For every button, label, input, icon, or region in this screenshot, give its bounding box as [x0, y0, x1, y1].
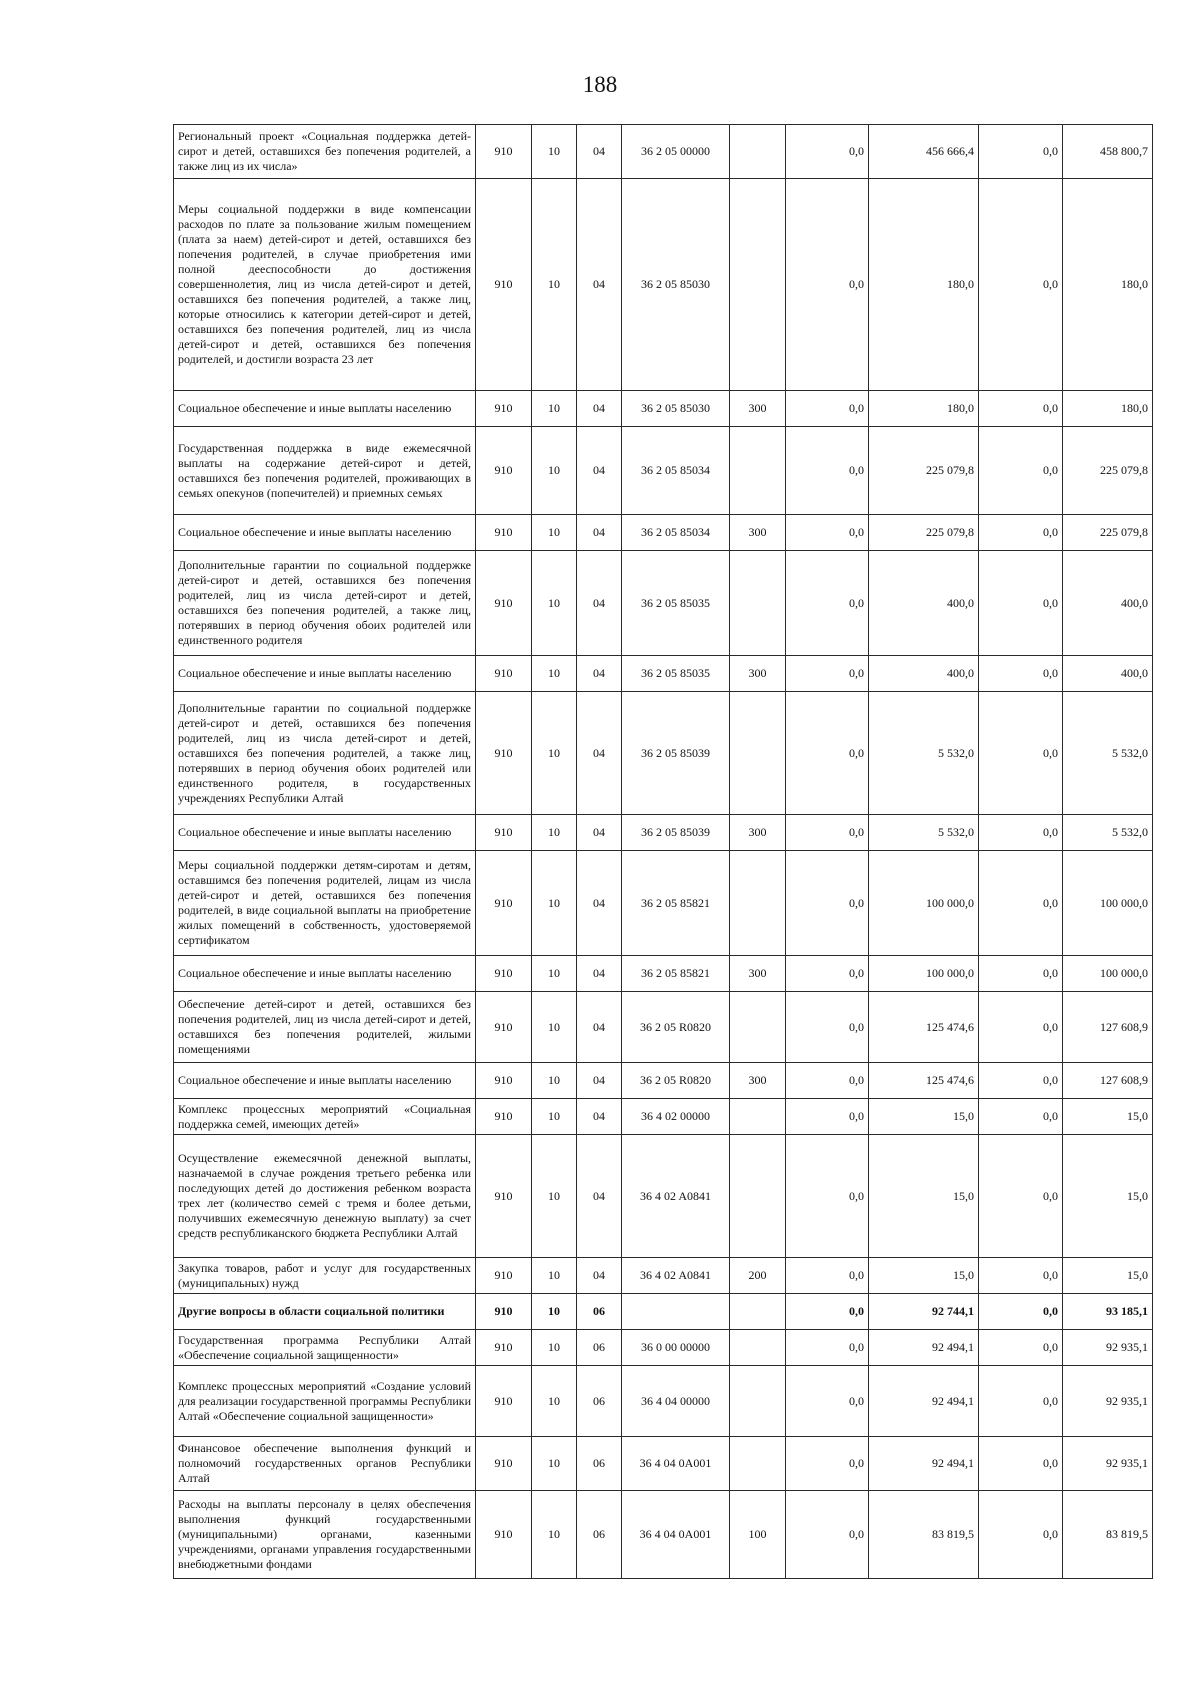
row-section-code: 10 — [532, 125, 577, 179]
table-row — [174, 1437, 1153, 1491]
row-amount-2: 92 744,1 — [869, 1294, 979, 1330]
row-amount-1: 0,0 — [786, 427, 869, 515]
row-amount-2: 5 532,0 — [869, 692, 979, 815]
row-description: Комплекс процессных мероприятий «Создание условий для реализации государственной программы Республики Алтай «Обеспечение социальной защищенности» — [174, 1366, 476, 1437]
row-description: Государственная программа Республики Алтай «Обеспечение социальной защищенности» — [174, 1330, 476, 1366]
row-amount-2: 225 079,8 — [869, 427, 979, 515]
row-subsection-code: 04 — [577, 1063, 622, 1099]
row-amount-2: 180,0 — [869, 179, 979, 391]
row-grbs-code: 910 — [476, 125, 532, 179]
row-amount-4: 15,0 — [1063, 1099, 1153, 1135]
row-description: Социальное обеспечение и иные выплаты населению — [174, 956, 476, 992]
row-amount-2: 180,0 — [869, 391, 979, 427]
row-target-article-code: 36 0 00 00000 — [622, 1330, 730, 1366]
row-amount-2: 400,0 — [869, 551, 979, 656]
table-row — [174, 1366, 1153, 1437]
row-amount-2: 400,0 — [869, 656, 979, 692]
row-subsection-code: 04 — [577, 1135, 622, 1258]
row-description: Обеспечение детей-сирот и детей, оставшихся без попечения родителей, лиц из числа детей-сирот и детей, оставшихся без попечения родителей, жилыми помещениями — [174, 992, 476, 1063]
row-target-article-code: 36 2 05 R0820 — [622, 992, 730, 1063]
row-amount-4: 93 185,1 — [1063, 1294, 1153, 1330]
row-amount-2: 100 000,0 — [869, 956, 979, 992]
row-grbs-code: 910 — [476, 1063, 532, 1099]
row-amount-4: 15,0 — [1063, 1135, 1153, 1258]
row-grbs-code: 910 — [476, 1330, 532, 1366]
table-row — [174, 1258, 1153, 1294]
row-amount-1: 0,0 — [786, 515, 869, 551]
row-amount-4: 15,0 — [1063, 1258, 1153, 1294]
row-amount-1: 0,0 — [786, 1491, 869, 1579]
row-grbs-code: 910 — [476, 956, 532, 992]
table-row — [174, 851, 1153, 956]
row-section-code: 10 — [532, 427, 577, 515]
row-amount-3: 0,0 — [979, 956, 1063, 992]
row-expense-type-code — [730, 1135, 786, 1258]
row-amount-3: 0,0 — [979, 125, 1063, 179]
table-row — [174, 656, 1153, 692]
row-expense-type-code — [730, 1366, 786, 1437]
row-amount-3: 0,0 — [979, 1294, 1063, 1330]
row-amount-3: 0,0 — [979, 1437, 1063, 1491]
row-subsection-code: 04 — [577, 992, 622, 1063]
row-amount-1: 0,0 — [786, 815, 869, 851]
row-description: Социальное обеспечение и иные выплаты населению — [174, 515, 476, 551]
row-section-code: 10 — [532, 1366, 577, 1437]
row-amount-1: 0,0 — [786, 1258, 869, 1294]
row-target-article-code: 36 4 02 A0841 — [622, 1258, 730, 1294]
row-target-article-code: 36 2 05 85039 — [622, 692, 730, 815]
row-amount-2: 15,0 — [869, 1099, 979, 1135]
row-amount-2: 15,0 — [869, 1258, 979, 1294]
row-amount-4: 100 000,0 — [1063, 956, 1153, 992]
table-row — [174, 1063, 1153, 1099]
row-amount-3: 0,0 — [979, 1135, 1063, 1258]
row-subsection-code: 04 — [577, 391, 622, 427]
row-amount-1: 0,0 — [786, 1135, 869, 1258]
row-subsection-code: 04 — [577, 551, 622, 656]
row-amount-3: 0,0 — [979, 692, 1063, 815]
row-grbs-code: 910 — [476, 1258, 532, 1294]
row-expense-type-code — [730, 1437, 786, 1491]
table-row — [174, 515, 1153, 551]
row-section-code: 10 — [532, 391, 577, 427]
row-description: Социальное обеспечение и иные выплаты населению — [174, 815, 476, 851]
table-row — [174, 956, 1153, 992]
row-subsection-code: 04 — [577, 179, 622, 391]
row-target-article-code: 36 2 05 85821 — [622, 851, 730, 956]
table-row — [174, 1294, 1153, 1330]
row-amount-4: 458 800,7 — [1063, 125, 1153, 179]
row-amount-3: 0,0 — [979, 179, 1063, 391]
row-subsection-code: 06 — [577, 1491, 622, 1579]
row-amount-2: 100 000,0 — [869, 851, 979, 956]
row-expense-type-code: 300 — [730, 515, 786, 551]
row-expense-type-code — [730, 179, 786, 391]
row-section-code: 10 — [532, 815, 577, 851]
row-expense-type-code — [730, 992, 786, 1063]
row-grbs-code: 910 — [476, 1099, 532, 1135]
budget-table — [173, 124, 1153, 1579]
row-grbs-code: 910 — [476, 1491, 532, 1579]
row-target-article-code: 36 2 05 85035 — [622, 551, 730, 656]
row-amount-4: 225 079,8 — [1063, 515, 1153, 551]
row-section-code: 10 — [532, 1330, 577, 1366]
row-subsection-code: 04 — [577, 125, 622, 179]
row-target-article-code: 36 2 05 85035 — [622, 656, 730, 692]
row-section-code: 10 — [532, 551, 577, 656]
row-amount-3: 0,0 — [979, 815, 1063, 851]
row-section-code: 10 — [532, 992, 577, 1063]
row-amount-1: 0,0 — [786, 1330, 869, 1366]
row-amount-3: 0,0 — [979, 1099, 1063, 1135]
table-row — [174, 1099, 1153, 1135]
row-amount-1: 0,0 — [786, 391, 869, 427]
row-amount-4: 225 079,8 — [1063, 427, 1153, 515]
row-description: Социальное обеспечение и иные выплаты населению — [174, 1063, 476, 1099]
table-row — [174, 125, 1153, 179]
table-row — [174, 1491, 1153, 1579]
row-amount-1: 0,0 — [786, 1294, 869, 1330]
page-number: 188 — [582, 72, 618, 97]
row-grbs-code: 910 — [476, 851, 532, 956]
row-subsection-code: 04 — [577, 815, 622, 851]
row-grbs-code: 910 — [476, 692, 532, 815]
row-description: Региональный проект «Социальная поддержка детей-сирот и детей, оставшихся без попечения родителей, а также лиц из их числа» — [174, 125, 476, 179]
budget-table-body — [174, 125, 1153, 1579]
row-amount-2: 15,0 — [869, 1135, 979, 1258]
row-amount-2: 225 079,8 — [869, 515, 979, 551]
row-amount-3: 0,0 — [979, 992, 1063, 1063]
row-target-article-code: 36 2 05 00000 — [622, 125, 730, 179]
row-section-code: 10 — [532, 656, 577, 692]
row-target-article-code — [622, 1294, 730, 1330]
row-target-article-code: 36 4 02 A0841 — [622, 1135, 730, 1258]
row-expense-type-code — [730, 1294, 786, 1330]
row-amount-1: 0,0 — [786, 179, 869, 391]
row-amount-2: 92 494,1 — [869, 1366, 979, 1437]
row-amount-2: 125 474,6 — [869, 1063, 979, 1099]
row-section-code: 10 — [532, 1437, 577, 1491]
row-amount-1: 0,0 — [786, 125, 869, 179]
row-expense-type-code: 300 — [730, 956, 786, 992]
row-grbs-code: 910 — [476, 992, 532, 1063]
row-grbs-code: 910 — [476, 391, 532, 427]
table-row — [174, 551, 1153, 656]
row-target-article-code: 36 2 05 85030 — [622, 179, 730, 391]
row-amount-3: 0,0 — [979, 851, 1063, 956]
row-section-code: 10 — [532, 1294, 577, 1330]
row-subsection-code: 04 — [577, 1258, 622, 1294]
row-amount-3: 0,0 — [979, 1258, 1063, 1294]
row-amount-1: 0,0 — [786, 1437, 869, 1491]
row-description: Закупка товаров, работ и услуг для государственных (муниципальных) нужд — [174, 1258, 476, 1294]
row-grbs-code: 910 — [476, 179, 532, 391]
table-row — [174, 992, 1153, 1063]
row-grbs-code: 910 — [476, 515, 532, 551]
row-amount-1: 0,0 — [786, 551, 869, 656]
row-amount-4: 92 935,1 — [1063, 1366, 1153, 1437]
row-subsection-code: 04 — [577, 1099, 622, 1135]
row-amount-3: 0,0 — [979, 656, 1063, 692]
row-amount-1: 0,0 — [786, 692, 869, 815]
row-amount-2: 5 532,0 — [869, 815, 979, 851]
row-amount-4: 92 935,1 — [1063, 1330, 1153, 1366]
row-description: Дополнительные гарантии по социальной поддержке детей-сирот и детей, оставшихся без попечения родителей, лиц из числа детей-сирот и детей, оставшихся без попечения родителей, а также лиц, потерявших в период обучения обоих родителей или единственного родителя — [174, 551, 476, 656]
row-target-article-code: 36 2 05 85034 — [622, 515, 730, 551]
row-expense-type-code — [730, 692, 786, 815]
row-amount-3: 0,0 — [979, 1063, 1063, 1099]
row-subsection-code: 04 — [577, 427, 622, 515]
table-row — [174, 692, 1153, 815]
row-amount-4: 180,0 — [1063, 179, 1153, 391]
row-description: Социальное обеспечение и иные выплаты населению — [174, 656, 476, 692]
row-description: Меры социальной поддержки в виде компенсации расходов по плате за пользование жилым помещением (плата за наем) детей-сирот и детей, оставшихся без попечения родителей, в случае приобретения ими полной дееспособности до достижения совершеннолетия, лиц из числа детей-сирот и детей, оставшихся без попечения родителей, а также лиц, которые относились к категории детей-сирот и детей, оставшихся без попечения родителей, лиц из числа детей-сирот и детей, оставшихся без попечения родителей, и достигли возраста 23 лет — [174, 179, 476, 391]
row-description: Комплекс процессных мероприятий «Социальная поддержка семей, имеющих детей» — [174, 1099, 476, 1135]
row-section-code: 10 — [532, 1063, 577, 1099]
row-expense-type-code: 100 — [730, 1491, 786, 1579]
row-grbs-code: 910 — [476, 551, 532, 656]
row-section-code: 10 — [532, 692, 577, 815]
row-description: Дополнительные гарантии по социальной поддержке детей-сирот и детей, оставшихся без попечения родителей, лиц из числа детей-сирот и детей, оставшихся без попечения родителей, а также лиц, потерявших в период обучения обоих родителей или единственного родителя, в государственных учреждениях Республики Алтай — [174, 692, 476, 815]
row-expense-type-code — [730, 1099, 786, 1135]
row-target-article-code: 36 2 05 85034 — [622, 427, 730, 515]
row-amount-4: 100 000,0 — [1063, 851, 1153, 956]
row-expense-type-code: 300 — [730, 391, 786, 427]
row-grbs-code: 910 — [476, 1294, 532, 1330]
row-amount-1: 0,0 — [786, 1063, 869, 1099]
row-amount-1: 0,0 — [786, 1366, 869, 1437]
row-grbs-code: 910 — [476, 656, 532, 692]
row-subsection-code: 06 — [577, 1437, 622, 1491]
row-section-code: 10 — [532, 179, 577, 391]
row-grbs-code: 910 — [476, 427, 532, 515]
row-expense-type-code: 300 — [730, 815, 786, 851]
row-section-code: 10 — [532, 515, 577, 551]
row-amount-4: 92 935,1 — [1063, 1437, 1153, 1491]
row-section-code: 10 — [532, 1491, 577, 1579]
row-amount-1: 0,0 — [786, 956, 869, 992]
row-amount-3: 0,0 — [979, 1491, 1063, 1579]
row-expense-type-code: 200 — [730, 1258, 786, 1294]
row-amount-1: 0,0 — [786, 656, 869, 692]
row-amount-2: 92 494,1 — [869, 1437, 979, 1491]
row-amount-4: 400,0 — [1063, 551, 1153, 656]
row-target-article-code: 36 4 04 0A001 — [622, 1437, 730, 1491]
row-section-code: 10 — [532, 851, 577, 956]
row-target-article-code: 36 2 05 85039 — [622, 815, 730, 851]
row-amount-3: 0,0 — [979, 1330, 1063, 1366]
row-subsection-code: 04 — [577, 515, 622, 551]
row-target-article-code: 36 4 02 00000 — [622, 1099, 730, 1135]
row-expense-type-code — [730, 427, 786, 515]
row-section-code: 10 — [532, 1258, 577, 1294]
row-amount-1: 0,0 — [786, 1099, 869, 1135]
row-section-code: 10 — [532, 956, 577, 992]
row-amount-4: 127 608,9 — [1063, 1063, 1153, 1099]
row-subsection-code: 04 — [577, 851, 622, 956]
row-grbs-code: 910 — [476, 815, 532, 851]
row-target-article-code: 36 2 05 85030 — [622, 391, 730, 427]
row-amount-2: 125 474,6 — [869, 992, 979, 1063]
row-description: Социальное обеспечение и иные выплаты населению — [174, 391, 476, 427]
row-expense-type-code — [730, 125, 786, 179]
table-row — [174, 391, 1153, 427]
row-grbs-code: 910 — [476, 1135, 532, 1258]
row-subsection-code: 04 — [577, 656, 622, 692]
row-amount-2: 92 494,1 — [869, 1330, 979, 1366]
row-amount-3: 0,0 — [979, 427, 1063, 515]
row-target-article-code: 36 2 05 85821 — [622, 956, 730, 992]
row-subsection-code: 04 — [577, 956, 622, 992]
row-amount-4: 83 819,5 — [1063, 1491, 1153, 1579]
row-expense-type-code — [730, 851, 786, 956]
row-amount-3: 0,0 — [979, 515, 1063, 551]
row-subsection-code: 04 — [577, 692, 622, 815]
row-subsection-code: 06 — [577, 1366, 622, 1437]
row-description: Осуществление ежемесячной денежной выплаты, назначаемой в случае рождения третьего ребенка или последующих детей до достижения ребенком возраста трех лет (количество семей с тремя и более детьми, получивших ежемесячную денежную выплату) за счет средств республиканского бюджета Республики Алтай — [174, 1135, 476, 1258]
row-expense-type-code — [730, 551, 786, 656]
row-description: Расходы на выплаты персоналу в целях обеспечения выполнения функций государственными (муниципальными) органами, казенными учреждениями, органами управления государственными внебюджетными фондами — [174, 1491, 476, 1579]
row-target-article-code: 36 2 05 R0820 — [622, 1063, 730, 1099]
row-amount-1: 0,0 — [786, 992, 869, 1063]
table-row — [174, 179, 1153, 391]
row-section-code: 10 — [532, 1135, 577, 1258]
row-expense-type-code: 300 — [730, 656, 786, 692]
row-target-article-code: 36 4 04 00000 — [622, 1366, 730, 1437]
table-row — [174, 1330, 1153, 1366]
row-amount-4: 180,0 — [1063, 391, 1153, 427]
row-expense-type-code — [730, 1330, 786, 1366]
row-amount-3: 0,0 — [979, 551, 1063, 656]
row-amount-4: 5 532,0 — [1063, 815, 1153, 851]
row-section-code: 10 — [532, 1099, 577, 1135]
table-row — [174, 815, 1153, 851]
row-description: Меры социальной поддержки детям-сиротам и детям, оставшимся без попечения родителей, лицам из числа детей-сирот и детей, оставшихся без попечения родителей, в виде социальной выплаты на приобретение жилых помещений в собственность, удостоверяемой сертификатом — [174, 851, 476, 956]
row-amount-4: 5 532,0 — [1063, 692, 1153, 815]
row-description: Государственная поддержка в виде ежемесячной выплаты на содержание детей-сирот и детей, оставшихся без попечения родителей, проживающих в семьях опекунов (попечителей) и приемных семьях — [174, 427, 476, 515]
row-amount-4: 400,0 — [1063, 656, 1153, 692]
row-expense-type-code: 300 — [730, 1063, 786, 1099]
row-amount-2: 456 666,4 — [869, 125, 979, 179]
table-row — [174, 1135, 1153, 1258]
row-description: Финансовое обеспечение выполнения функций и полномочий государственных органов Республики Алтай — [174, 1437, 476, 1491]
row-amount-3: 0,0 — [979, 391, 1063, 427]
row-target-article-code: 36 4 04 0A001 — [622, 1491, 730, 1579]
row-grbs-code: 910 — [476, 1437, 532, 1491]
table-row — [174, 427, 1153, 515]
row-amount-2: 83 819,5 — [869, 1491, 979, 1579]
row-subsection-code: 06 — [577, 1294, 622, 1330]
row-amount-4: 127 608,9 — [1063, 992, 1153, 1063]
row-grbs-code: 910 — [476, 1366, 532, 1437]
row-amount-1: 0,0 — [786, 851, 869, 956]
row-subsection-code: 06 — [577, 1330, 622, 1366]
row-amount-3: 0,0 — [979, 1366, 1063, 1437]
row-description: Другие вопросы в области социальной политики — [174, 1294, 476, 1330]
